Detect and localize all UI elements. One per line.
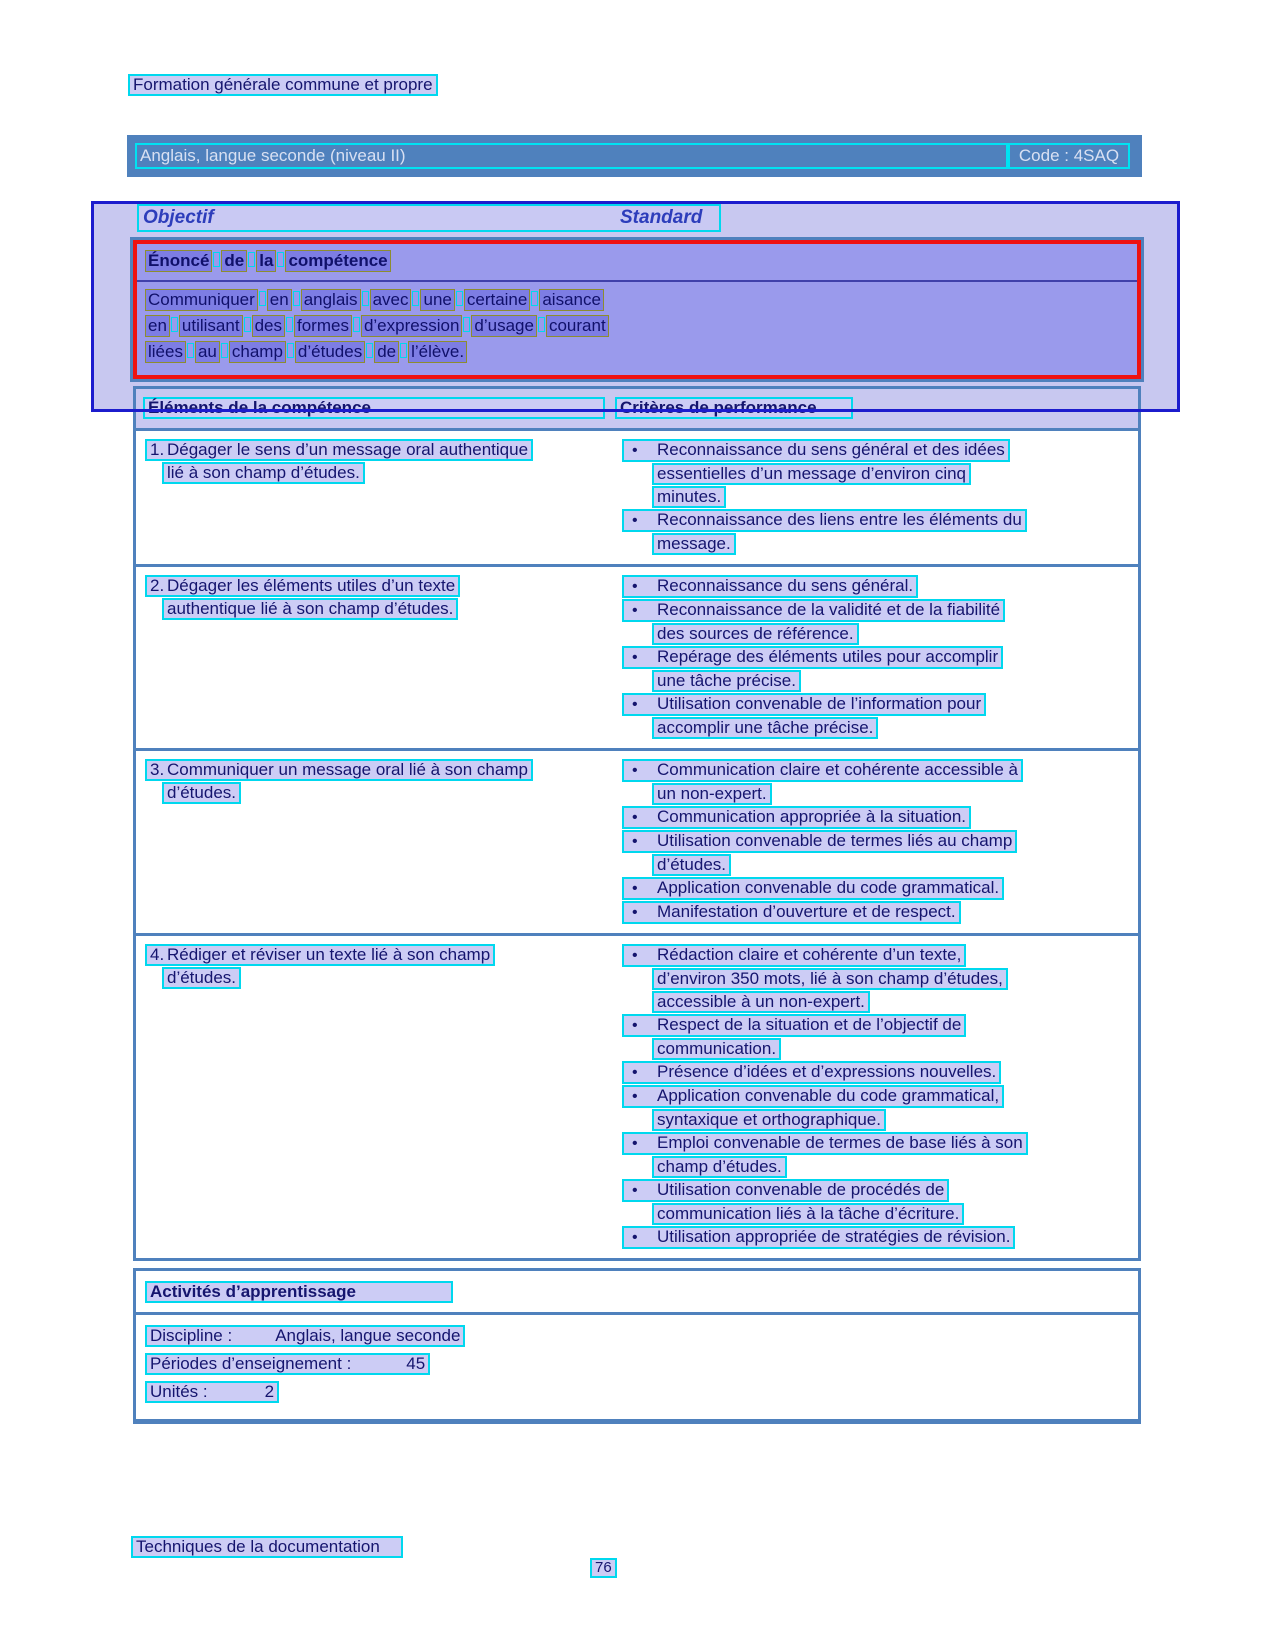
criterion-line: essentielles d’un message d’environ cinq — [652, 463, 971, 485]
element-text: Dégager les éléments utiles d’un texte — [167, 576, 456, 595]
activities-body — [136, 1315, 1138, 1419]
word-box: Énoncé — [145, 250, 212, 272]
criterion-line: accomplir une tâche précise. — [652, 717, 878, 739]
word-box: l’élève. — [408, 341, 467, 363]
bullet-icon: • — [632, 833, 638, 850]
criterion-text: Reconnaissance du sens général. — [657, 576, 914, 595]
criterion-line: d’études. — [652, 854, 731, 876]
enonce-competence-table — [133, 240, 1141, 379]
word-box: certaine — [464, 289, 530, 311]
criterion-line: d’environ 350 mots, lié à son champ d’études, — [652, 968, 1008, 990]
criterion-line — [622, 1085, 1004, 1108]
space-marker — [213, 252, 220, 267]
field-label: Unités : — [150, 1382, 208, 1401]
element-cell — [136, 575, 614, 740]
space-marker — [187, 343, 194, 358]
criterion-line: message. — [652, 533, 736, 555]
criterion-text: Communication appropriée à la situation. — [657, 807, 967, 826]
course-code: Code : 4SAQ — [1008, 143, 1130, 169]
criterion-line — [622, 439, 1010, 462]
criterion-text: Repérage des éléments utiles pour accomplir — [657, 647, 999, 666]
space-marker — [259, 291, 266, 306]
criterion-line: champ d’études. — [652, 1156, 787, 1178]
word-box: Communiquer — [145, 289, 258, 311]
criterion-text: Emploi convenable de termes de base liés à son — [657, 1133, 1023, 1152]
elements-column-header: Éléments de la compétence — [143, 397, 605, 419]
space-marker — [456, 291, 463, 306]
enonce-body — [137, 282, 1137, 375]
criterion-line: accessible à un non-expert. — [652, 991, 870, 1013]
word-box: d’études — [295, 341, 365, 363]
space-marker — [286, 317, 293, 332]
criterion-line — [622, 877, 1004, 900]
criterion-text: Application convenable du code grammatical, — [657, 1086, 1000, 1105]
element-line: lié à son champ d’études. — [162, 462, 365, 484]
space-marker — [353, 317, 360, 332]
criteria-cell — [614, 575, 1138, 740]
criterion-line: des sources de référence. — [652, 623, 859, 645]
word-box: liées — [145, 341, 186, 363]
criterion-line: une tâche précise. — [652, 670, 801, 692]
bullet-icon: • — [632, 762, 638, 779]
criteria-cell — [614, 439, 1138, 556]
criteres-column-header: Critères de performance — [615, 397, 853, 419]
field-value: Anglais, langue seconde — [275, 1326, 461, 1345]
bullet-icon: • — [632, 880, 638, 897]
criterion-line — [622, 944, 966, 967]
criterion-line — [622, 646, 1003, 669]
criterion-line — [622, 1226, 1015, 1249]
bullet-icon: • — [632, 696, 638, 713]
space-marker — [293, 291, 300, 306]
word-box: en — [267, 289, 292, 311]
bullet-icon: • — [632, 947, 638, 964]
bullet-icon: • — [632, 512, 638, 529]
criterion-text: Reconnaissance du sens général et des idées — [657, 440, 1005, 459]
field-label: Discipline : — [150, 1326, 233, 1345]
activities-header-row — [136, 1271, 1138, 1315]
word-box: anglais — [301, 289, 361, 311]
word-box: de — [221, 250, 247, 272]
space-marker — [171, 317, 178, 332]
bullet-icon: • — [632, 809, 638, 826]
element-cell — [136, 944, 614, 1250]
bullet-icon: • — [632, 649, 638, 666]
item-number: 4. — [150, 945, 165, 964]
criterion-line — [622, 1179, 949, 1202]
element-line — [145, 439, 533, 461]
space-marker — [531, 291, 538, 306]
bullet-icon: • — [632, 578, 638, 595]
word-box: au — [195, 341, 220, 363]
element-line — [145, 575, 460, 597]
element-line — [145, 759, 533, 781]
space-marker — [221, 343, 228, 358]
element-text: Dégager le sens d’un message oral authentique — [167, 440, 529, 459]
table-row — [136, 933, 1138, 1258]
criterion-line — [622, 693, 986, 716]
activities-field — [145, 1381, 279, 1403]
criterion-text: Manifestation d’ouverture et de respect. — [657, 902, 956, 921]
criterion-text: Rédaction claire et cohérente d’un texte, — [657, 945, 962, 964]
word-box: compétence — [285, 250, 390, 272]
criterion-text: Reconnaissance des liens entre les éléments du — [657, 510, 1022, 529]
criterion-line: communication. — [652, 1038, 781, 1060]
word-box: d’usage — [471, 315, 537, 337]
bullet-icon: • — [632, 442, 638, 459]
word-box: en — [145, 315, 170, 337]
criterion-line — [622, 830, 1017, 853]
space-marker — [244, 317, 251, 332]
table-row — [136, 748, 1138, 933]
space-marker — [362, 291, 369, 306]
enonce-title — [145, 250, 1129, 276]
criterion-line: minutes. — [652, 486, 726, 508]
word-box: une — [420, 289, 454, 311]
page-number: 76 — [590, 1558, 617, 1578]
criterion-line — [622, 599, 1005, 622]
criterion-line — [622, 759, 1023, 782]
bullet-icon: • — [632, 1088, 638, 1105]
field-value: 45 — [406, 1354, 426, 1373]
space-marker — [366, 343, 373, 358]
criterion-line — [622, 575, 918, 598]
criterion-line: un non-expert. — [652, 783, 772, 805]
item-number: 3. — [150, 760, 165, 779]
word-box: formes — [294, 315, 352, 337]
enonce-text-line — [145, 289, 1129, 315]
word-box: courant — [546, 315, 609, 337]
criterion-line: syntaxique et orthographique. — [652, 1109, 886, 1131]
field-value: 2 — [264, 1382, 275, 1401]
word-box: de — [374, 341, 399, 363]
standard-heading: Standard — [620, 207, 703, 228]
criterion-line — [622, 1132, 1028, 1155]
space-marker — [277, 252, 284, 267]
criterion-line: communication liés à la tâche d’écriture. — [652, 1203, 964, 1225]
criterion-text: Application convenable du code grammatical. — [657, 878, 1000, 897]
space-marker — [538, 317, 545, 332]
space-marker — [400, 343, 407, 358]
space-marker — [287, 343, 294, 358]
item-number: 1. — [150, 440, 165, 459]
course-title: Anglais, langue seconde (niveau II) — [135, 143, 1008, 169]
criteria-cell — [614, 944, 1138, 1250]
bullet-icon: • — [632, 1017, 638, 1034]
word-box: champ — [229, 341, 286, 363]
criterion-text: Utilisation convenable de l’information pour — [657, 694, 982, 713]
criterion-text: Présence d’idées et d’expressions nouvelles. — [657, 1062, 997, 1081]
space-marker — [248, 252, 255, 267]
criterion-text: Respect de la situation et de l’objectif de — [657, 1015, 962, 1034]
activities-field — [145, 1353, 430, 1375]
element-line: d’études. — [162, 782, 241, 804]
criterion-line — [622, 806, 971, 829]
element-cell — [136, 439, 614, 556]
activities-field — [145, 1325, 465, 1347]
word-box: la — [256, 250, 276, 272]
element-cell — [136, 759, 614, 925]
element-text: Rédiger et réviser un texte lié à son champ — [167, 945, 491, 964]
element-line: authentique lié à son champ d’études. — [162, 598, 458, 620]
space-marker — [463, 317, 470, 332]
activities-title: Activités d’apprentissage — [145, 1281, 453, 1303]
objectif-heading: Objectif — [143, 207, 214, 228]
competence-table — [133, 386, 1141, 1261]
element-line: d’études. — [162, 967, 241, 989]
table-row — [136, 564, 1138, 748]
competence-table-header-row — [136, 389, 1138, 431]
document-category-label: Formation générale commune et propre — [128, 74, 438, 96]
criterion-text: Utilisation appropriée de stratégies de révision. — [657, 1227, 1011, 1246]
bullet-icon: • — [632, 904, 638, 921]
bullet-icon: • — [632, 1229, 638, 1246]
criterion-line — [622, 1061, 1001, 1084]
enonce-text-line — [145, 341, 1129, 367]
enonce-text-line — [145, 315, 1129, 341]
criterion-line — [622, 1014, 966, 1037]
criterion-line — [622, 901, 961, 924]
criterion-text: Reconnaissance de la validité et de la fiabilité — [657, 600, 1001, 619]
item-number: 2. — [150, 576, 165, 595]
activities-box — [133, 1268, 1141, 1424]
criteria-cell — [614, 759, 1138, 925]
bullet-icon: • — [632, 1064, 638, 1081]
word-box: utilisant — [179, 315, 243, 337]
course-header-bar — [127, 135, 1142, 177]
criterion-text: Utilisation convenable de termes liés au champ — [657, 831, 1013, 850]
element-text: Communiquer un message oral lié à son champ — [167, 760, 528, 779]
table-row — [136, 431, 1138, 564]
bullet-icon: • — [632, 1182, 638, 1199]
enonce-header-row — [137, 244, 1137, 282]
field-label: Périodes d’enseignement : — [150, 1354, 352, 1373]
criterion-line — [622, 509, 1027, 532]
element-line — [145, 944, 495, 966]
word-box: aisance — [539, 289, 604, 311]
bullet-icon: • — [632, 602, 638, 619]
space-marker — [412, 291, 419, 306]
criterion-text: Communication claire et cohérente accessible à — [657, 760, 1018, 779]
bullet-icon: • — [632, 1135, 638, 1152]
objectif-standard-header — [137, 204, 721, 232]
word-box: avec — [370, 289, 412, 311]
word-box: des — [252, 315, 285, 337]
word-box: d’expression — [361, 315, 462, 337]
footer-program-label: Techniques de la documentation — [131, 1536, 403, 1558]
criterion-text: Utilisation convenable de procédés de — [657, 1180, 945, 1199]
